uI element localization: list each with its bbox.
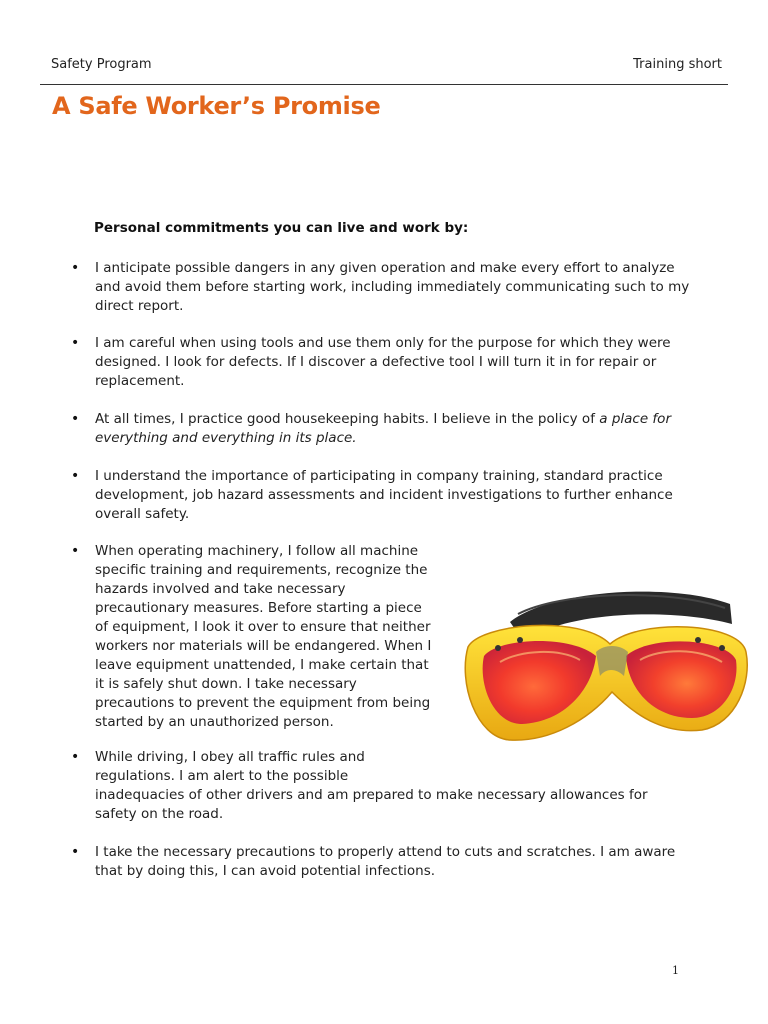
- list-item-line: precautions to prevent the equipment from being: [95, 695, 431, 711]
- list-item-emphasis: a place for everything and everything in its place.: [95, 411, 671, 446]
- list-item-line: precautionary measures. Before starting a piece: [95, 600, 422, 616]
- list-item: [95, 410, 685, 448]
- list-item-line: it is safely shut down. I take necessary: [95, 676, 357, 692]
- list-item-line: inadequacies of other drivers and am prepared to make necessary allowances for: [95, 787, 648, 803]
- bullet-marker: •: [71, 411, 80, 427]
- list-item: [95, 542, 440, 732]
- header-divider: [40, 84, 728, 85]
- list-item: I am careful when using tools and use them only for the purpose for which they were designed. I look for defects. If I discover a defective tool I will turn it in for repair or replacement.: [95, 335, 671, 389]
- list-item: I anticipate possible dangers in any given operation and make every effort to analyze and avoid them before starting work, including immediately communicating such to my direct report.: [95, 260, 690, 314]
- list-item: I take the necessary precautions to properly attend to cuts and scratches. I am aware that by doing this, I can avoid potential infections.: [95, 844, 676, 879]
- list-item-line: started by an unauthorized person.: [95, 714, 334, 730]
- page-number: 1: [672, 964, 679, 977]
- list-item: I understand the importance of participating in company training, standard practice development, job hazard assessments and incident investigations to further enhance overall safety.: [95, 468, 673, 522]
- list-item-line: regulations. I am alert to the possible: [95, 768, 349, 784]
- list-item-line: While driving, I obey all traffic rules and: [95, 749, 365, 765]
- bullet-marker: •: [71, 749, 80, 765]
- bullet-marker: •: [71, 468, 80, 484]
- list-item-line: workers nor materials will be endangered. When I: [95, 638, 432, 654]
- list-item-line: specific training and requirements, recognize the: [95, 562, 428, 578]
- list-item-line: safety on the road.: [95, 806, 224, 822]
- list-item-line: When operating machinery, I follow all machine: [95, 543, 419, 559]
- bullet-marker: •: [71, 543, 80, 559]
- section-subtitle: Personal commitments you can live and work by:: [94, 220, 469, 236]
- list-item-text: At all times, I practice good housekeeping habits. I believe in the policy of: [95, 411, 600, 427]
- bullet-marker: •: [71, 260, 80, 276]
- list-item-line: leave equipment unattended, I make certain that: [95, 657, 429, 673]
- header-left-label: Safety Program: [51, 57, 152, 72]
- safety-goggles-icon: [440, 552, 768, 770]
- page-title: A Safe Worker’s Promise: [52, 92, 381, 120]
- bullet-marker: •: [71, 335, 80, 351]
- list-item-line: of equipment, I look it over to ensure that neither: [95, 619, 431, 635]
- bullet-marker: •: [71, 844, 80, 860]
- header-right-label: Training short: [633, 57, 722, 72]
- list-item-line: hazards involved and take necessary: [95, 581, 346, 597]
